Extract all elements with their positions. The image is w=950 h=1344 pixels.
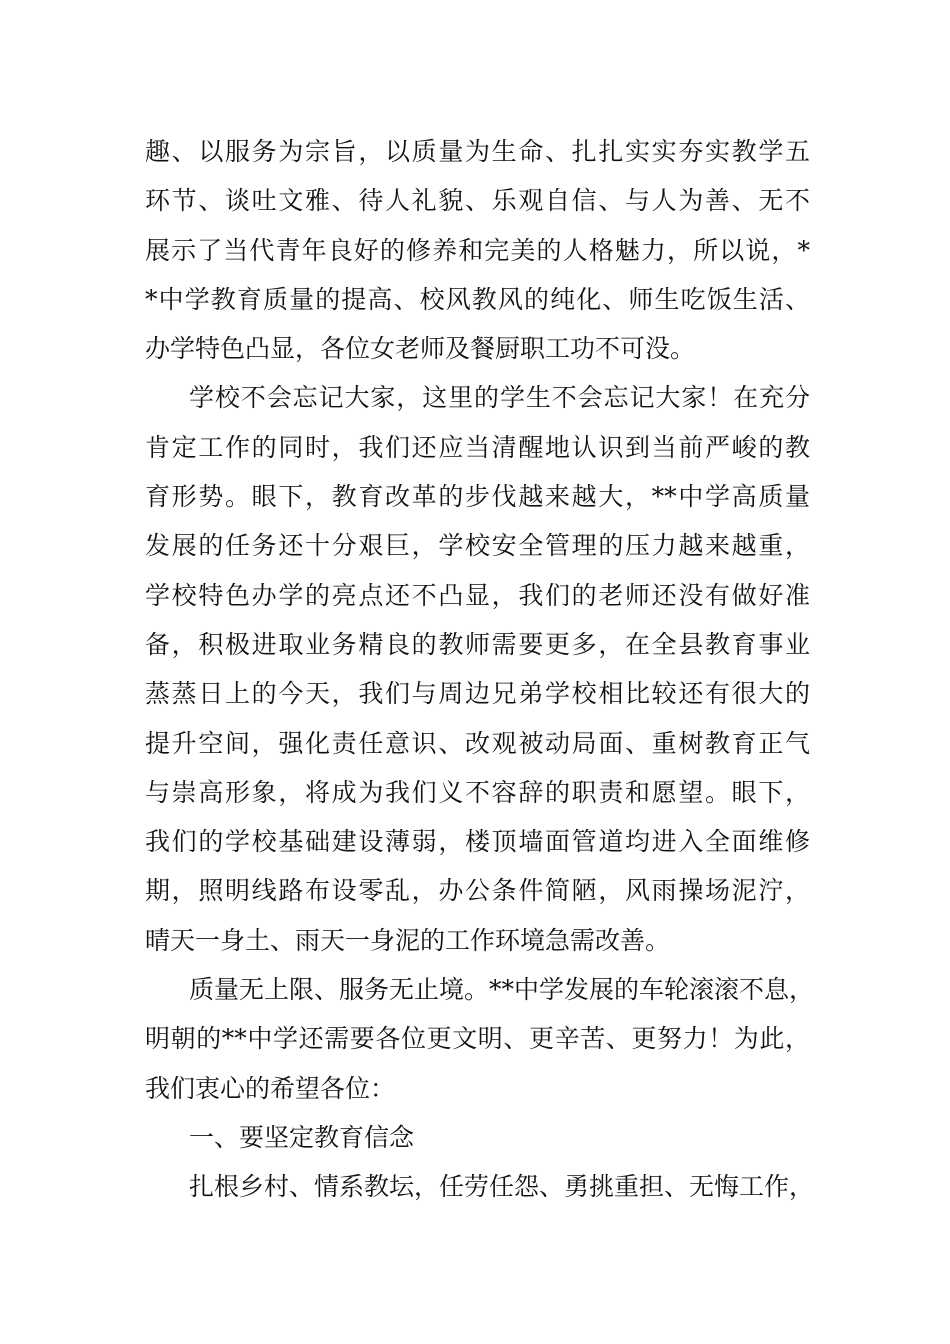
text-line: 晴天一身土、雨天一身泥的工作环境急需改善。 xyxy=(145,925,671,955)
text-line: 备，积极进取业务精良的教师需要更多，在全县教育事业 xyxy=(145,629,810,659)
text-line: 我们衷心的希望各位： xyxy=(145,1073,396,1103)
text-line: 展示了当代青年良好的修养和完美的人格魅力，所以说，* xyxy=(145,235,810,265)
section-heading: 一、要坚定教育信念 xyxy=(189,1122,415,1152)
text-line: 趣、以服务为宗旨，以质量为生命、扎扎实实夯实教学五 xyxy=(145,137,810,166)
text-line: 肯定工作的同时，我们还应当清醒地认识到当前严峻的教 xyxy=(145,432,810,462)
text-line: *中学教育质量的提高、校风教风的纯化、师生吃饭生活、 xyxy=(145,284,810,314)
text-line: 育形势。眼下，教育改革的步伐越来越大，**中学高质量 xyxy=(145,482,810,512)
text-line: 提升空间，强化责任意识、改观被动局面、重树教育正气 xyxy=(145,728,810,758)
text-line: 学校特色办学的亮点还不凸显，我们的老师还没有做好准 xyxy=(145,580,810,610)
text-line: 与崇高形象，将成为我们义不容辞的职责和愿望。眼下， xyxy=(145,777,810,807)
text-line: 环节、谈吐文雅、待人礼貌、乐观自信、与人为善、无不 xyxy=(145,186,810,216)
paragraph-start-line: 学校不会忘记大家，这里的学生不会忘记大家！在充分 xyxy=(189,383,810,413)
body-text xyxy=(145,127,815,1212)
paragraph-start-line: 扎根乡村、情系教坛，任劳任怨、勇挑重担、无悔工作， xyxy=(189,1172,815,1202)
text-line: 办学特色凸显，各位女老师及餐厨职工功不可没。 xyxy=(145,334,696,364)
text-line: 蒸蒸日上的今天，我们与周边兄弟学校相比较还有很大的 xyxy=(145,679,810,709)
text-line: 期，照明线路布设零乱，办公条件简陋，风雨操场泥泞， xyxy=(145,876,810,906)
text-line: 明朝的**中学还需要各位更文明、更辛苦、更努力！为此， xyxy=(145,1024,810,1054)
text-line: 我们的学校基础建设薄弱，楼顶墙面管道均进入全面维修 xyxy=(145,827,810,857)
paragraph-start-line: 质量无上限、服务无止境。**中学发展的车轮滚滚不息， xyxy=(189,975,815,1005)
text-line: 发展的任务还十分艰巨，学校安全管理的压力越来越重， xyxy=(145,531,810,561)
